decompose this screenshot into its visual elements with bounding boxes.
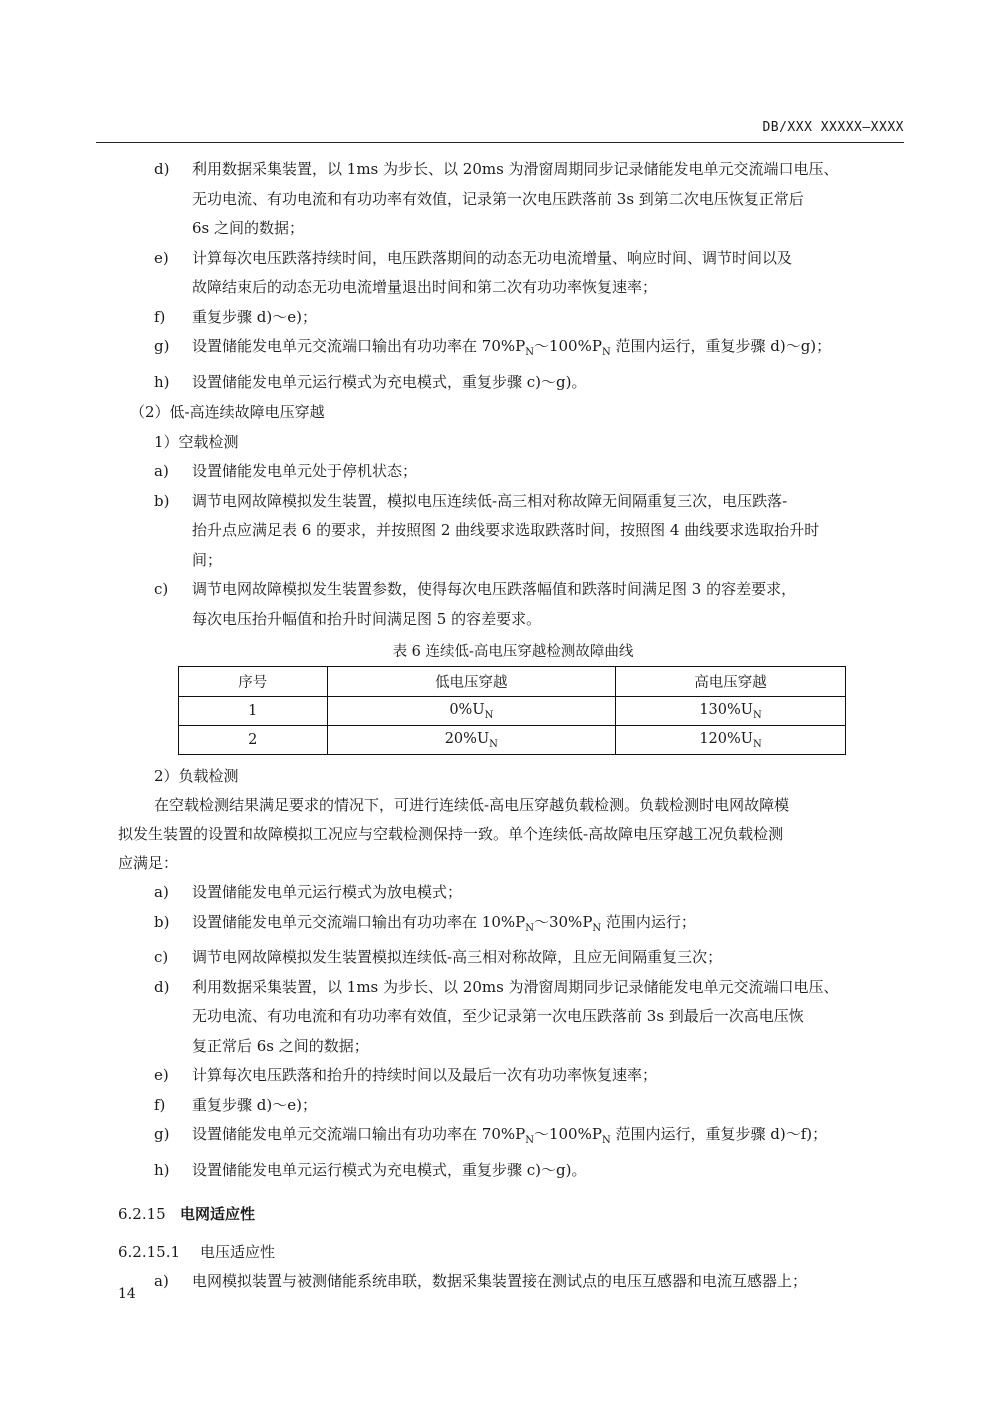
list-marker: b): [154, 491, 170, 510]
table-cell: $130\%U_N$: [616, 697, 846, 726]
step-list-2: [118, 457, 908, 634]
list-item: [118, 908, 908, 944]
list-marker: e): [154, 1066, 169, 1084]
fault-curve-table: [178, 666, 846, 755]
list-item-line: 调节电网故障模拟发生装置，模拟电压连续低-高三相对称故障无间隔重复三次，电压跌落-: [192, 491, 788, 510]
subclause-heading: [118, 1237, 908, 1267]
subsection-load: 2）负载检测: [154, 767, 239, 785]
list-marker: d): [154, 977, 170, 996]
list-marker: c): [154, 580, 169, 598]
list-marker: e): [154, 248, 169, 267]
step-list-1: [118, 155, 908, 397]
list-item-line: 设置储能发电单元运行模式为充电模式，重复步骤 c)～g)。: [192, 372, 587, 391]
paragraph-line: 应满足：: [118, 854, 179, 872]
page-content: [118, 155, 908, 1297]
list-marker: h): [154, 1160, 170, 1179]
list-item-line: 设置储能发电单元交流端口输出有功功率在 $70\%P_N\sim 100\%P_N$ 范围内运行，重复步骤 d)～f)；: [192, 1125, 828, 1146]
list-marker: c): [154, 948, 169, 966]
list-marker: a): [154, 1272, 169, 1290]
list-marker: a): [154, 462, 169, 480]
page-number: 14: [118, 1286, 136, 1302]
table-row: [179, 697, 846, 726]
list-item: [118, 878, 908, 908]
list-item-line: 设置储能发电单元运行模式为放电模式；: [192, 883, 463, 901]
list-marker: f): [154, 1095, 166, 1114]
list-item: [118, 368, 908, 398]
paragraph-line: 拟发生装置的设置和故障模拟工况应与空载检测保持一致。单个连续低-高故障电压穿越工况负载检测: [118, 825, 784, 843]
clause-number: 6.2.15: [118, 1205, 166, 1223]
clause-title: 电网适应性: [180, 1205, 256, 1223]
list-item-line: 计算每次电压跌落持续时间，电压跌落期间的动态无功电流增量、响应时间、调节时间以及: [192, 248, 793, 267]
step-list-3: [118, 878, 908, 1185]
section-title-2: （2）低-高连续故障电压穿越: [130, 403, 325, 421]
table-cell: 1: [179, 697, 328, 726]
table-header-row: [179, 667, 846, 697]
table-cell: $0\%U_N$: [327, 697, 616, 726]
table-cell: $20\%U_N$: [327, 726, 616, 755]
list-item: [118, 1091, 908, 1121]
table-caption: 表 6 连续低-高电压穿越检测故障曲线: [392, 644, 634, 660]
list-item-line: 故障结束后的动态无功电流增量退出时间和第二次有功功率恢复速率；: [192, 278, 658, 296]
list-item: [118, 973, 908, 1062]
list-item-line: 调节电网故障模拟发生装置模拟连续低-高三相对称故障，且应无间隔重复三次；: [192, 948, 723, 966]
table-header: 高电压穿越: [616, 667, 846, 697]
list-item: [118, 1267, 908, 1297]
paragraph: [118, 791, 908, 878]
subclause-title: 电压适应性: [200, 1243, 276, 1261]
subsection-no-load: 1）空载检测: [154, 433, 239, 451]
list-item: [118, 155, 908, 244]
list-item-line: 重复步骤 d)～e)；: [192, 1095, 317, 1114]
table-header: 低电压穿越: [327, 667, 616, 697]
table-header: 序号: [179, 667, 328, 697]
list-item-line: 设置储能发电单元交流端口输出有功功率在 $70\%P_N\sim 100\%P_N$ 范围内运行，重复步骤 d)～g)；: [192, 337, 832, 358]
list-item: [118, 575, 908, 634]
list-item-line: 重复步骤 d)～e)；: [192, 307, 317, 326]
list-item-line: 电网模拟装置与被测储能系统串联，数据采集装置接在测试点的电压互感器和电流互感器上；: [192, 1272, 808, 1290]
list-item: [118, 457, 908, 487]
list-item-line: 无功电流、有功电流和有功功率有效值，记录第一次电压跌落前 3s 到第二次电压恢复正常后: [192, 189, 804, 208]
clause-heading: [118, 1199, 908, 1229]
list-marker: a): [154, 883, 169, 901]
list-item-line: 6s 之间的数据；: [192, 219, 305, 237]
table-cell: $120\%U_N$: [616, 726, 846, 755]
subclause-number: 6.2.15.1: [118, 1243, 181, 1261]
list-item: [118, 1120, 908, 1156]
list-item: [118, 332, 908, 368]
list-item-line: 计算每次电压跌落和抬升的持续时间以及最后一次有功功率恢复速率；: [192, 1066, 658, 1084]
list-item-line: 抬升点应满足表 6 的要求，并按照图 2 曲线要求选取跌落时间，按照图 4 曲线要求选取抬升时: [192, 521, 820, 539]
list-item: [118, 303, 908, 333]
list-item-line: 复正常后 6s 之间的数据；: [192, 1036, 369, 1055]
list-item: [118, 943, 908, 973]
list-item: [118, 244, 908, 303]
header-rule: [96, 142, 904, 143]
list-item-line: 设置储能发电单元交流端口输出有功功率在 $10\%P_N\sim 30\%P_N$ 范围内运行；: [192, 912, 696, 934]
list-marker: f): [154, 307, 166, 326]
list-item-line: 无功电流、有功电流和有功功率有效值，至少记录第一次电压跌落前 3s 到最后一次高电压恢: [192, 1007, 804, 1025]
list-item-line: 调节电网故障模拟发生装置参数，使得每次电压跌落幅值和跌落时间满足图 3 的容差要求，: [192, 580, 797, 598]
list-item-line: 利用数据采集装置，以 1ms 为步长、以 20ms 为滑窗周期同步记录储能发电单元交流端口电压、: [192, 160, 839, 178]
list-item: [118, 487, 908, 576]
table-row: [179, 726, 846, 755]
list-item-line: 每次电压抬升幅值和抬升时间满足图 5 的容差要求。: [192, 609, 542, 628]
list-item-line: 间；: [192, 550, 223, 569]
list-item-line: 设置储能发电单元运行模式为充电模式，重复步骤 c)～g)。: [192, 1160, 587, 1179]
list-item-line: 利用数据采集装置，以 1ms 为步长、以 20ms 为滑窗周期同步记录储能发电单元交流端口电压、: [192, 977, 839, 996]
list-marker: h): [154, 372, 170, 391]
step-list-4: [118, 1267, 908, 1297]
paragraph-line: 在空载检测结果满足要求的情况下，可进行连续低-高电压穿越负载检测。负载检测时电网故障模: [154, 796, 790, 814]
table-cell: 2: [179, 726, 328, 755]
list-item-line: 设置储能发电单元处于停机状态；: [192, 462, 418, 480]
list-marker: g): [154, 337, 170, 355]
list-marker: d): [154, 160, 170, 178]
list-item: [118, 1061, 908, 1091]
document-code: DB/XXX XXXXX—XXXX: [762, 120, 904, 135]
list-item: [118, 1156, 908, 1186]
list-marker: g): [154, 1125, 170, 1143]
list-marker: b): [154, 912, 170, 931]
